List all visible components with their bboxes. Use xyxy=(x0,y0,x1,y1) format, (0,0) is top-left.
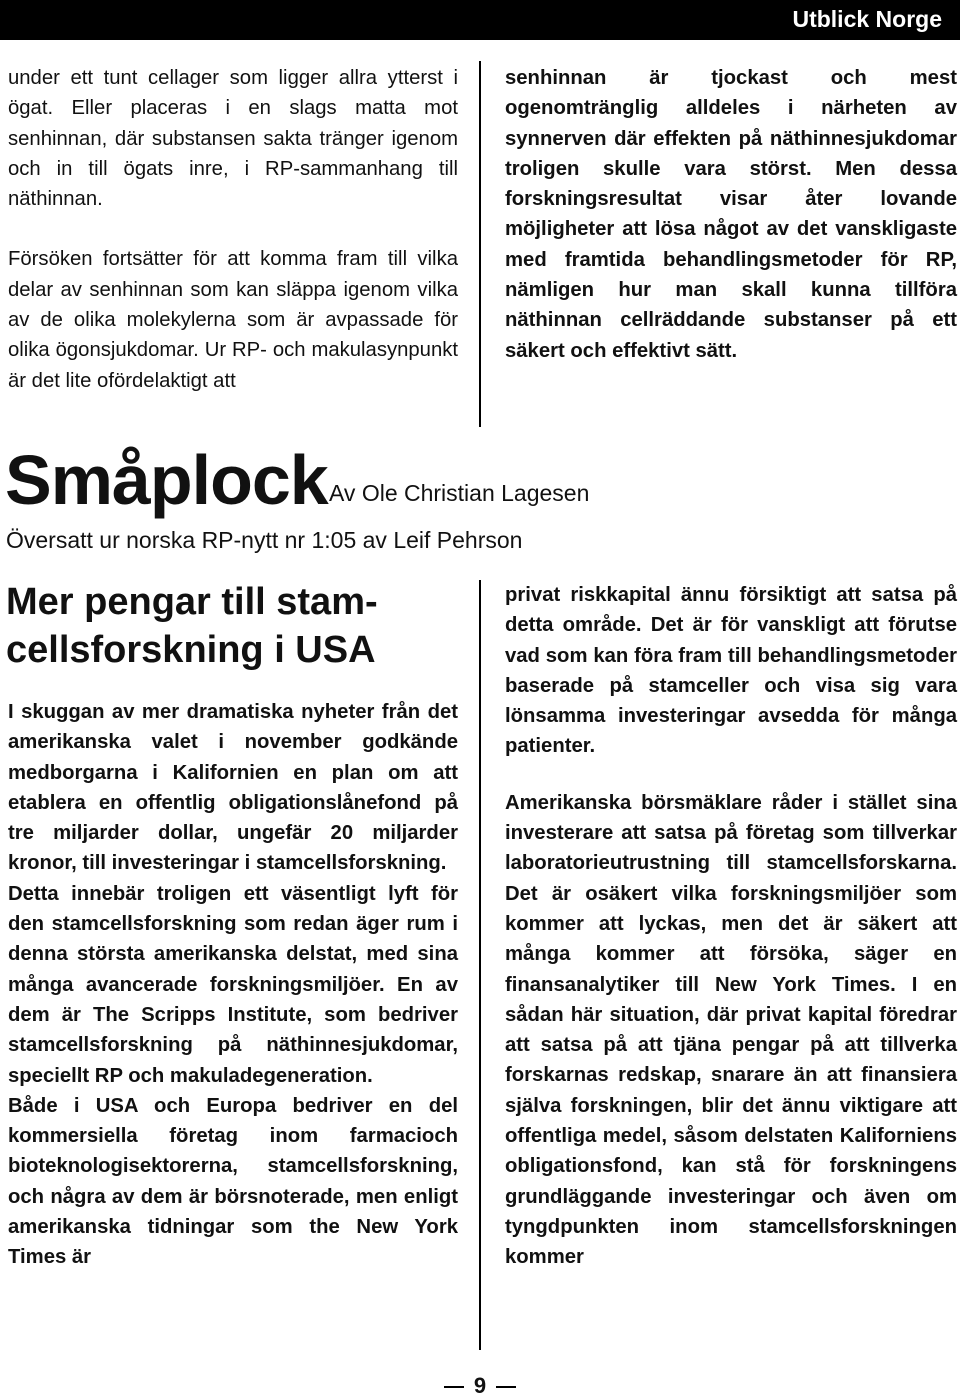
masthead-title: Småplock xyxy=(5,441,328,519)
paragraph: senhinnan är tjockast och mest ogenomtränglig alldeles i närheten av synnerven där effekten på näthinnesjukdomar troligen skulle vara störst. Men dessa forskningsresultat visar åter lovande möjligheter att lösa något av det vanskligaste med framtida behandlingsmetoder för RP, nämligen hur man skall kunna tillföra näthinnan cellräddande substanser på ett säkert och effektivt sätt. xyxy=(505,67,957,362)
article-left-column xyxy=(8,697,458,1273)
paragraph: privat riskkapital ännu försiktigt att satsa på detta område. Det är för vanskligt att förutse vad som kan föra fram till behandlingsmetoder baserade på stamceller och visa sig vara lönsamma investeringar avsedda för många patienter. xyxy=(505,584,957,758)
paragraph: Detta innebär troligen ett väsentligt lyft för den stamcellsforskning som redan äger rum i denna största amerikanska delstat, med sina många avancerade forskningsmiljöer. En av dem är The Scripps Institute, som bedriver stamcellsforskning på näthinnesjukdomar, speciellt RP och makuladegeneration. xyxy=(8,882,458,1087)
translation-note: Översatt ur norska RP-nytt nr 1:05 av Leif Pehrson xyxy=(6,527,523,553)
continued-article-right-column xyxy=(505,63,957,366)
article-heading xyxy=(6,578,466,674)
continued-article-left-column xyxy=(8,63,458,396)
article-right-column xyxy=(505,580,957,1273)
paragraph: I skuggan av mer dramatiska nyheter från det amerikanska valet i november godkände medborgarna i Kalifornien en plan om att etablera en offentlig obligationslånefond på tre miljarder dollar, ungefär 20 miljarder kronor, till investeringar i stamcellsforskning. xyxy=(8,701,458,875)
section-label: Utblick Norge xyxy=(792,6,942,32)
paragraph: under ett tunt cellager som ligger allra ytterst i ögat. Eller placeras i en slags matta mot senhinnan, där substansen sakta tränger igenom och in till ögats inre, i RP-sammanhang till näthinnan. xyxy=(8,67,458,211)
dash-left xyxy=(444,1386,464,1388)
page-number xyxy=(0,1373,960,1399)
section-header-bar xyxy=(0,0,960,40)
paragraph: Både i USA och Europa bedriver en del kommersiella företag inom farmacioch bioteknologisektorerna, stamcellsforskning, och några av dem är börsnoterade, men enligt amerikanska tidningar som the New York Times är xyxy=(8,1094,458,1269)
page-number-value: 9 xyxy=(473,1373,487,1398)
column-divider xyxy=(479,61,481,427)
column-divider xyxy=(479,580,481,1350)
dash-right xyxy=(496,1386,516,1388)
masthead-byline: Av Ole Christian Lagesen xyxy=(329,480,590,506)
article-heading-line: cellsforskning i USA xyxy=(6,629,376,671)
paragraph: Amerikanska börsmäklare råder i stället sina investerare att satsa på företag som tillverkar laboratorieutrustning till stamcellsforskarna. Det är osäkert vilka forskningsmiljöer som kommer att lyckas, men det är säkert att många kommer att försöka, säger en finansanalytiker till New York Times. I en sådan här situation, där privat kapital föredrar att satsa på att tjäna pengar på att tillverka forskarnas redskap, snarare än att finansiera själva forskningen, blir det ännu viktigare att offentliga medel, såsom delstaten Kaliforniens obligationsfond, kan stå för forskningens grundläggande investeringar och även om tyngdpunkten inom stamcellsforskningen kommer xyxy=(505,791,957,1269)
paragraph: Försöken fortsätter för att komma fram till vilka delar av senhinnan som kan släppa igenom vilka av de olika molekylerna som är avpassade för olika ögonsjukdomar. Ur RP- och makulasynpunkt är det lite ofördelaktigt att xyxy=(8,248,458,392)
article-heading-line: Mer pengar till stam- xyxy=(6,581,378,623)
